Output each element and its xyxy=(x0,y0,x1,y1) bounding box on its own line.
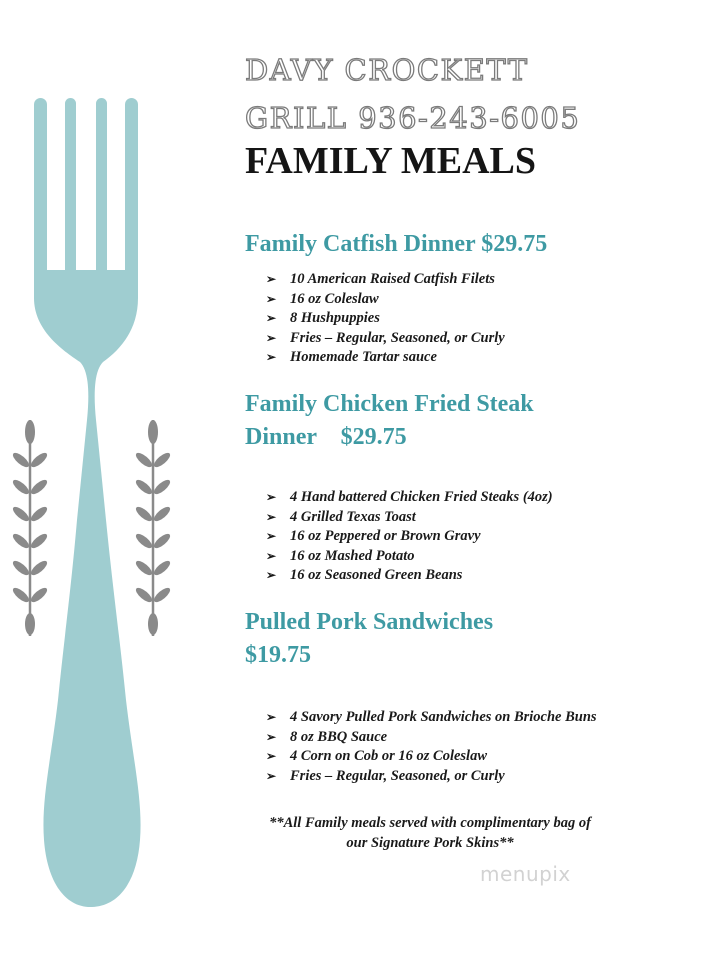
watermark: menupix xyxy=(480,862,571,886)
restaurant-name xyxy=(245,48,580,144)
bullet-arrow-icon: ➢ xyxy=(266,311,277,325)
bullet-arrow-icon: ➢ xyxy=(266,490,277,504)
bullet-arrow-icon: ➢ xyxy=(266,509,277,524)
bullet-arrow-icon: ➢ xyxy=(266,548,277,563)
list-item: ➢ Fries – Regular, Seasoned, or Curly xyxy=(266,767,630,787)
item-list-pulled-pork xyxy=(266,708,630,786)
bullet-arrow-icon: ➢ xyxy=(266,330,277,345)
section-title-pulled-pork xyxy=(245,606,493,672)
bullet-arrow-icon: ➢ xyxy=(266,350,277,364)
bullet-arrow-icon: ➢ xyxy=(266,768,277,783)
section-title-line: Pulled Pork Sandwiches xyxy=(245,609,494,635)
list-item: ➢ Fries – Regular, Seasoned, or Curly xyxy=(266,329,630,349)
section-title-line: Family Catfish Dinner $29.75 xyxy=(245,231,548,257)
list-item: ➢ 10 American Raised Catfish Filets xyxy=(266,270,630,290)
leaf-branch-right-icon xyxy=(134,420,172,636)
bullet-arrow-icon: ➢ xyxy=(266,272,277,286)
restaurant-phone-line: GRILL 936-243-6005 xyxy=(245,101,581,135)
item-list-catfish xyxy=(266,270,630,368)
restaurant-name-line: DAVY CROCKETT xyxy=(245,53,529,87)
list-item: ➢ 4 Grilled Texas Toast xyxy=(266,508,630,528)
list-item: ➢ 16 oz Seasoned Green Beans xyxy=(266,566,630,586)
bullet-arrow-icon: ➢ xyxy=(266,749,277,763)
leaf-branch-left-icon xyxy=(11,420,49,636)
section-title-catfish xyxy=(245,228,547,261)
list-item: ➢ 4 Savory Pulled Pork Sandwiches on Brioche Buns xyxy=(266,708,630,728)
footnote xyxy=(240,813,620,853)
fork-illustration xyxy=(0,0,240,960)
bullet-arrow-icon: ➢ xyxy=(266,729,277,744)
bullet-arrow-icon: ➢ xyxy=(266,710,277,724)
footnote-line: **All Family meals served with complimentary bag of xyxy=(269,815,591,831)
list-item: ➢ Homemade Tartar sauce xyxy=(266,348,630,368)
list-item: ➢ 16 oz Coleslaw xyxy=(266,290,630,310)
list-item: ➢ 8 Hushpuppies xyxy=(266,309,630,329)
section-title-line: Dinner $29.75 xyxy=(245,424,407,450)
list-item: ➢ 4 Hand battered Chicken Fried Steaks (4oz) xyxy=(266,488,630,508)
list-item: ➢ 16 oz Mashed Potato xyxy=(266,547,630,567)
bullet-arrow-icon: ➢ xyxy=(266,568,277,582)
list-item: ➢ 16 oz Peppered or Brown Gravy xyxy=(266,527,630,547)
list-item: ➢ 4 Corn on Cob or 16 oz Coleslaw xyxy=(266,747,630,767)
list-item: ➢ 8 oz BBQ Sauce xyxy=(266,728,630,748)
section-title-chicken-fried-steak xyxy=(245,388,534,454)
bullet-arrow-icon: ➢ xyxy=(266,529,277,543)
page-title: FAMILY MEALS xyxy=(245,140,537,182)
item-list-chicken-fried-steak xyxy=(266,488,630,586)
section-title-line: $19.75 xyxy=(245,642,311,668)
section-title-line: Family Chicken Fried Steak xyxy=(245,391,534,417)
fork-icon xyxy=(34,98,141,907)
bullet-arrow-icon: ➢ xyxy=(266,291,277,306)
footnote-line: our Signature Pork Skins** xyxy=(346,835,514,851)
